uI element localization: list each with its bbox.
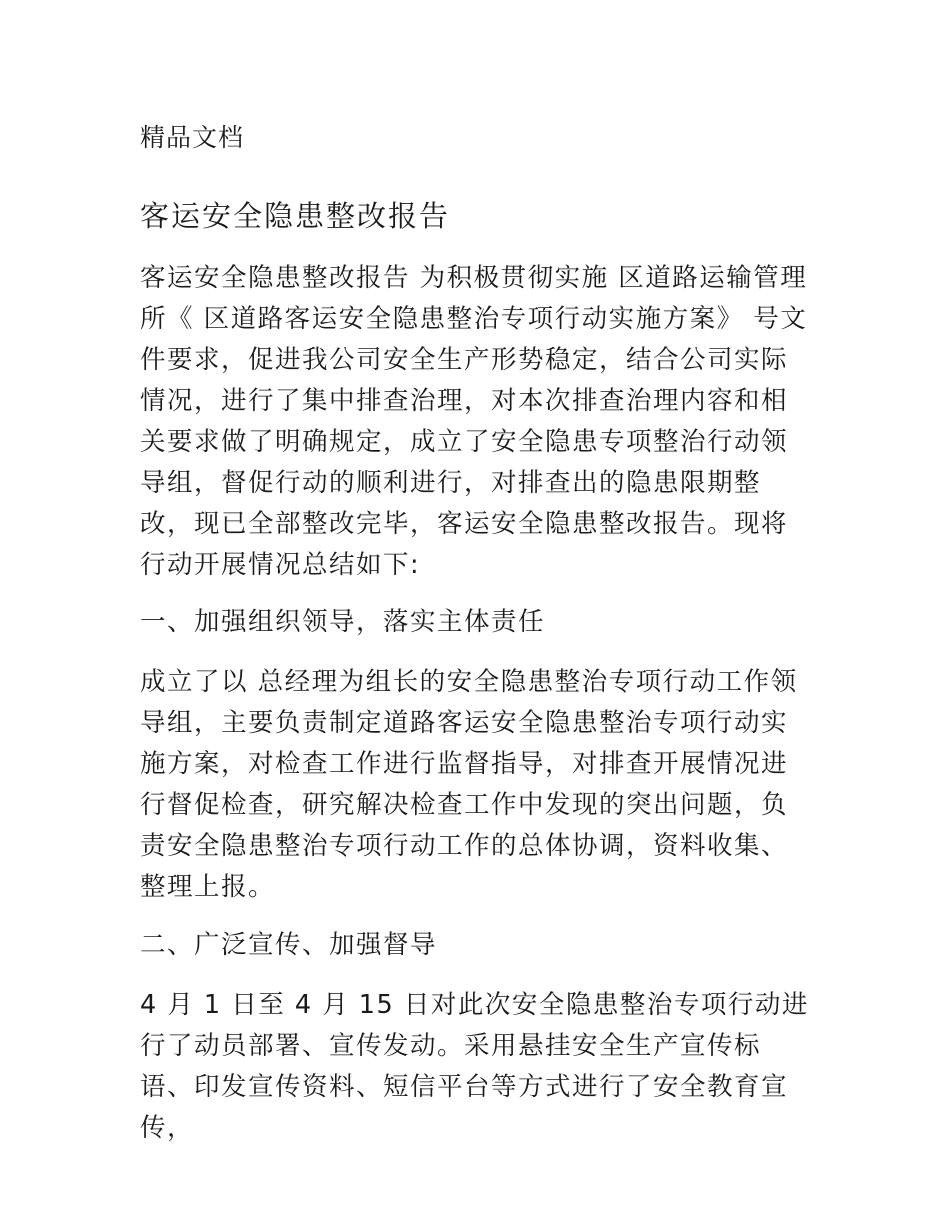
document-title: 客运安全隐患整改报告 [140, 199, 451, 233]
section-body-2: 4 月 1 日至 4 月 15 日对此次安全隐患整治专项行动进行了动员部署、宣传发动。采用悬挂安全生产宣传标语、印发宣传资料、短信平台等方式进行了安全教育宣传， [140, 990, 809, 1143]
page-header-label: 精品文档 [140, 123, 245, 152]
section-body-1: 成立了以 总经理为组长的安全隐患整治专项行动工作领导组，主要负责制定道路客运安全隐患整治专项行动实施方案，对检查工作进行监督指导，对排查开展情况进行督促检查，研究解决检查工作中发现的突出问题，负责安全隐患整治专项行动工作的总体协调，资料收集、整理上报。 [140, 667, 798, 902]
section-heading-1: 一、加强组织领导，落实主体责任 [140, 607, 546, 637]
section-heading-2: 二、广泛宣传、加强督导 [140, 930, 438, 960]
intro-paragraph: 客运安全隐患整改报告 为积极贯彻实施 区道路运输管理所《 区道路客运安全隐患整治专项行动实施方案》 号文件要求，促进我公司安全生产形势稳定，结合公司实际情况，进行了集中排查治理，对本次排查治理内容和相关要求做了明确规定，成立了安全隐患专项整治行动领导组，督促行动的顺利进行，对排查出的隐患限期整改，现已全部整改完毕，客运安全隐患整改报告。现将行动开展情况总结如下: [140, 263, 808, 580]
